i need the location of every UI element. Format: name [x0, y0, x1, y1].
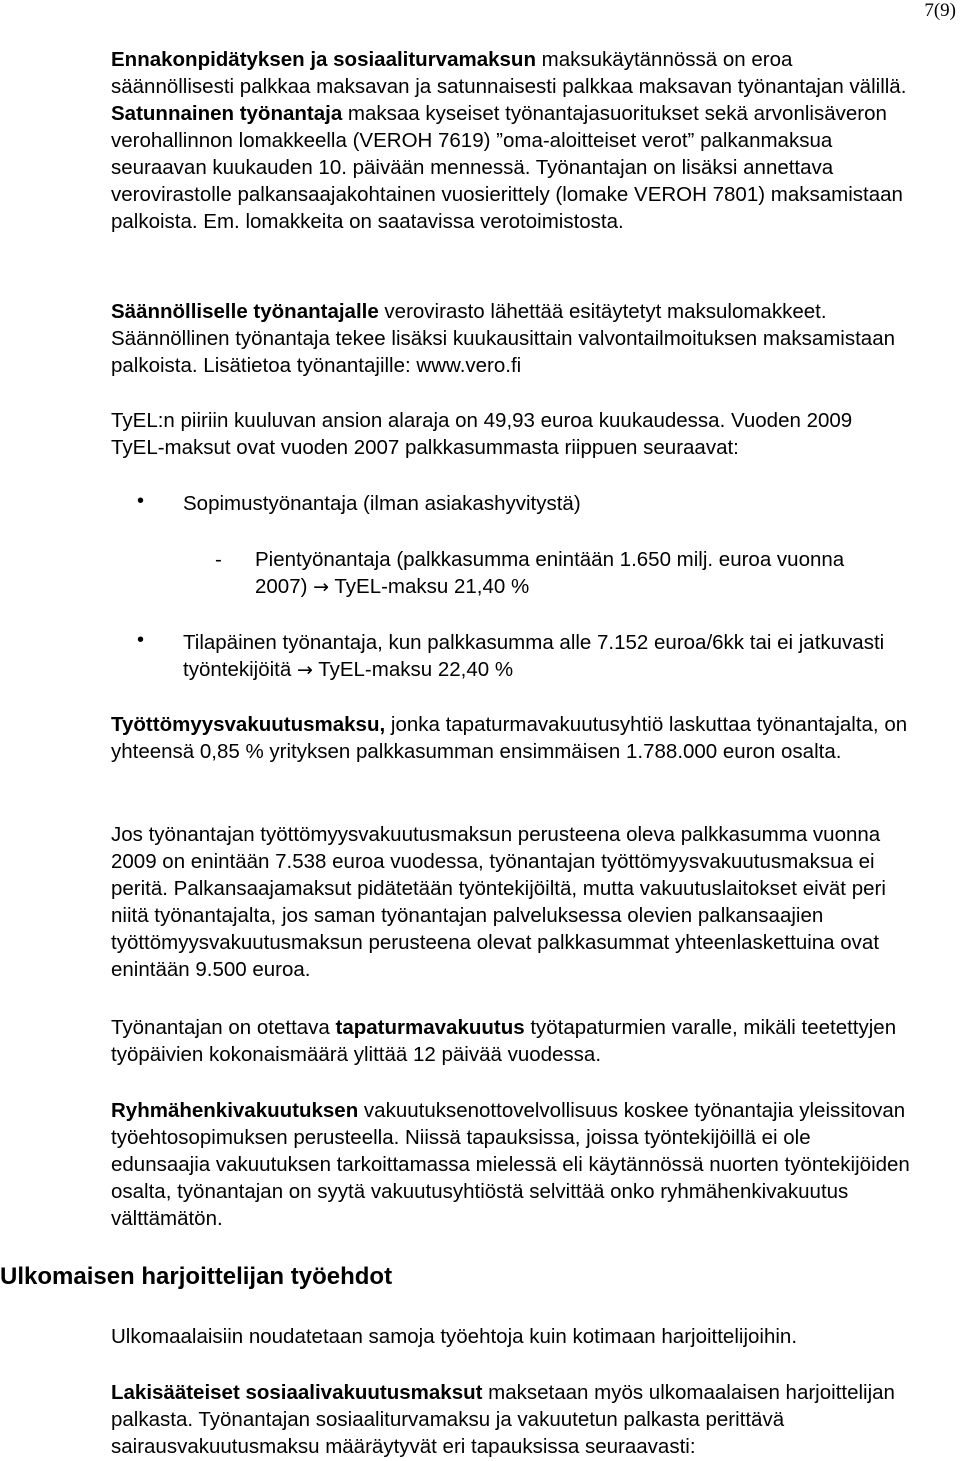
bold-term: Lakisääteiset sosiaalivakuutusmaksut — [111, 1381, 483, 1404]
paragraph-regular-employer: Säännölliselle työnantajalle verovirasto lähettää esitäytetyt maksulomakkeet. Säännöllinen työnantaja tekee lisäksi kuukausittain valvontailmoituksen maksamistaan palkoista. Lisätietoa työnantajille: www.vero.fi — [111, 300, 895, 377]
section-heading: Ulkomaisen harjoittelijan työehdot — [0, 1263, 393, 1290]
paragraph-statutory-contributions: Lakisääteiset sosiaalivakuutusmaksut maksetaan myös ulkomaalaisen harjoittelijan palkasta. Työnantajan sosiaaliturvamaksu ja vakuutetun palkasta perittävä sairausvakuutusmaksu määräytyvät eri tapauksissa seuraavasti: — [111, 1381, 895, 1458]
bullet-item-contract-employer: Sopimustyönantaja (ilman asiakashyvitystä) — [183, 492, 581, 515]
page-number: 7(9) — [924, 0, 956, 21]
paragraph-withholding: Ennakonpidätyksen ja sosiaaliturvamaksun maksukäytännössä on eroa säännöllisesti palkkaa maksavan ja satunnaisesti palkkaa maksavan työnantajan välillä. Satunnainen työnantaja maksaa kyseiset työnantajasuoritukset sekä arvonlisäveron verohallinnon lomakkeella (VEROH 7619) ”oma-aloitteiset verot” palkanmaksua seuraavan kuukauden 10. päivään mennessä. Työnantajan on lisäksi annettava verovirastolle palkansaajakohtainen vuosierittely (lomake VEROH 7801) maksamistaan palkoista. Em. lomakkeita on saatavissa verotoimistosta. — [111, 48, 907, 233]
arrow-icon: → — [296, 659, 313, 681]
paragraph-foreign-trainee-terms: Ulkomaalaisiin noudatetaan samoja työehtoja kuin kotimaan harjoittelijoihin. — [111, 1325, 798, 1348]
bold-term: tapaturmavakuutus — [335, 1016, 525, 1039]
bold-term: Säännölliselle työnantajalle — [111, 300, 379, 323]
bold-term: Satunnainen työnantaja — [111, 102, 343, 125]
bullet-marker: • — [137, 490, 145, 512]
dash-item-small-employer: Pientyönantaja (palkkasumma enintään 1.650 milj. euroa vuonna 2007) → TyEL-maksu 21,40 % — [255, 548, 845, 598]
arrow-icon: → — [313, 576, 330, 598]
bullet-item-temporary-employer: Tilapäinen työnantaja, kun palkkasumma alle 7.152 euroa/6kk tai ei jatkuvasti työntekijöitä → TyEL-maksu 22,40 % — [183, 631, 885, 681]
paragraph-accident-insurance: Työnantajan on otettava tapaturmavakuutus työtapaturmien varalle, mikäli teetettyjen työpäivien kokonaismäärä ylittää 12 päivää vuodessa. — [111, 1016, 897, 1066]
bold-term: Työttömyysvakuutusmaksu, — [111, 713, 386, 736]
paragraph-group-life-insurance: Ryhmähenkivakuutuksen vakuutuksenottovelvollisuus koskee työnantajia yleissitovan työehtosopimuksen perusteella. Niissä tapauksissa, joissa työntekijöillä ei ole edunsaajia vakuutuksen tarkoittamassa mielessä eli käytännössä nuorten työntekijöiden osalta, työnantajan on syytä vakuutusyhtiöstä selvittää onko ryhmähenkivakuutus välttämätön. — [111, 1099, 910, 1230]
bullet-marker: • — [137, 629, 145, 651]
paragraph-tyel: TyEL:n piiriin kuuluvan ansion alaraja on 49,93 euroa kuukaudessa. Vuoden 2009 TyEL-maksut ovat vuoden 2007 palkkasummasta riippuen seuraavat: — [111, 409, 853, 459]
paragraph-unemployment-insurance: Työttömyysvakuutusmaksu, jonka tapaturmavakuutusyhtiö laskuttaa työnantajalta, on yhteensä 0,85 % yrityksen palkkasumman ensimmäisen 1.788.000 euron osalta. — [111, 713, 908, 763]
paragraph-unemployment-exemption: Jos työnantajan työttömyysvakuutusmaksun perusteena oleva palkkasumma vuonna 2009 on enintään 7.538 euroa vuodessa, työnantajan työttömyysvakuutusmaksua ei peritä. Palkansaajamaksut pidätetään työntekijöiltä, mutta vakuutuslaitokset eivät peri niitä työnantajalta, jos saman työnantajan palveluksessa olevien palkansaajien työttömyysvakuutusmaksun perusteena olevat palkkasummat yhteenlaskettuina ovat enintään 9.500 euroa. — [111, 823, 886, 981]
bold-term: Ennakonpidätyksen ja sosiaaliturvamaksun — [111, 48, 536, 71]
bold-term: Ryhmähenkivakuutuksen — [111, 1099, 359, 1122]
dash-marker: - — [215, 548, 222, 571]
